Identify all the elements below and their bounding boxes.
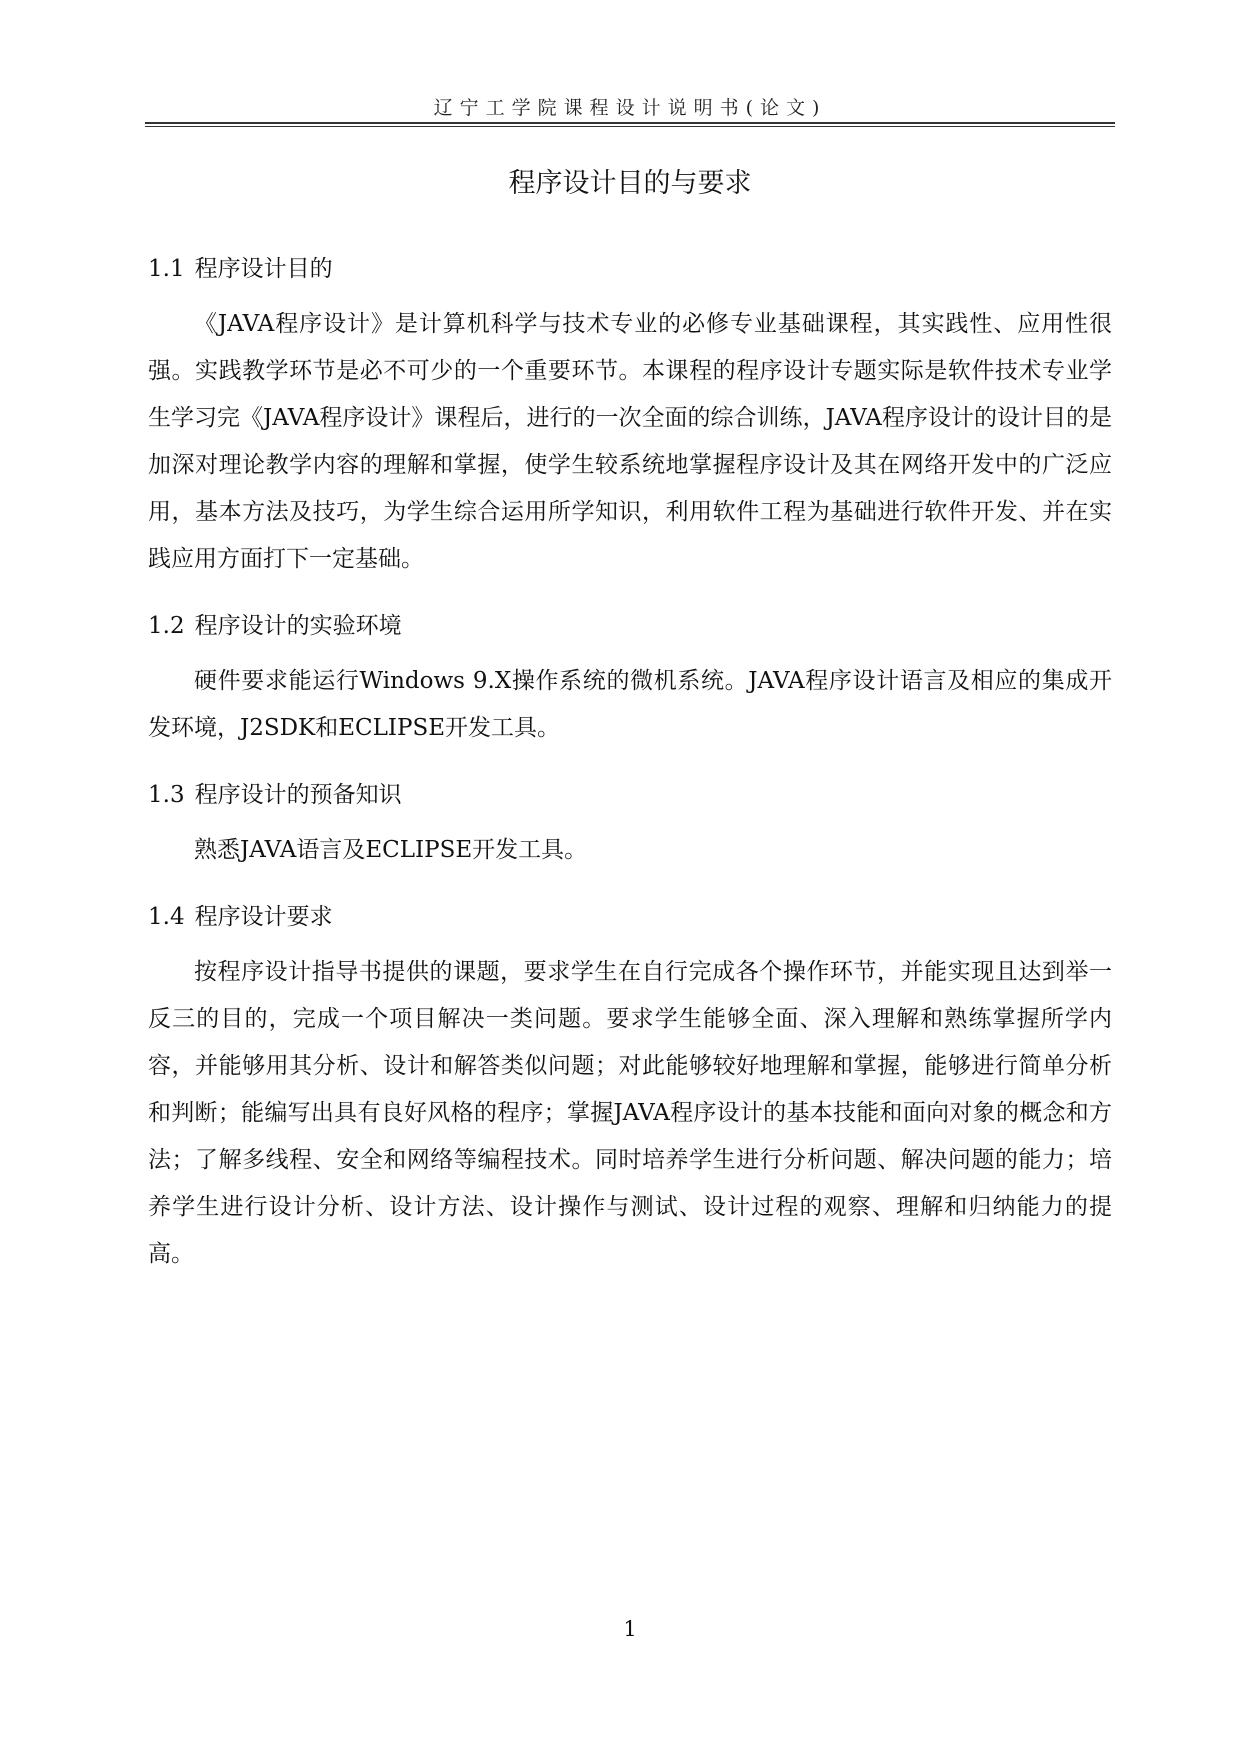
- header-rule-thin: [145, 126, 1115, 127]
- section-heading: [148, 252, 1112, 286]
- running-header: 辽宁工学院课程设计说明书(论文): [433, 97, 827, 119]
- section-title: 程序设计要求: [194, 904, 333, 930]
- section-number: 1.1: [148, 256, 185, 282]
- section-paragraph: 熟悉JAVA语言及ECLIPSE开发工具。: [194, 837, 588, 863]
- section-paragraph: 按程序设计指导书提供的课题，要求学生在自行完成各个操作环节，并能实现且达到举一反三的目的，完成一个项目解决一类问题。要求学生能够全面、深入理解和熟练掌握所学内容，并能够用其分析、设计和解答类似问题；对此能够较好地理解和掌握，能够进行简单分析和判断；能编写出具有良好风格的程序；掌握JAVA程序设计的基本技能和面向对象的概念和方法；了解多线程、安全和网络等编程技术。同时培养学生进行分析问题、解决问题的能力；培养学生进行设计分析、设计方法、设计操作与测试、设计过程的观察、理解和归纳能力的提高。: [148, 959, 1112, 1267]
- section-number: 1.2: [148, 613, 185, 639]
- section-title: 程序设计的预备知识: [194, 782, 402, 808]
- section-title: 程序设计的实验环境: [194, 613, 402, 639]
- page-number: 1: [623, 1617, 637, 1641]
- section-1-3: [148, 778, 1112, 874]
- section-1-4: [148, 900, 1112, 1278]
- header-rule-thick: [145, 122, 1115, 124]
- section-paragraph: 硬件要求能运行Windows 9.X操作系统的微机系统。JAVA程序设计语言及相应的集成开发环境，J2SDK和ECLIPSE开发工具。: [148, 668, 1112, 741]
- document-body: [148, 252, 1112, 1304]
- section-heading: [148, 778, 1112, 812]
- section-title: 程序设计目的: [194, 256, 333, 282]
- section-1-2: [148, 609, 1112, 752]
- section-number: 1.4: [148, 904, 185, 930]
- page-title: 程序设计目的与要求: [508, 168, 752, 199]
- section-number: 1.3: [148, 782, 185, 808]
- section-heading: [148, 900, 1112, 934]
- section-heading: [148, 609, 1112, 643]
- section-1-1: [148, 252, 1112, 583]
- section-paragraph: 《JAVA程序设计》是计算机科学与技术专业的必修专业基础课程，其实践性、应用性很强。实践教学环节是必不可少的一个重要环节。本课程的程序设计专题实际是软件技术专业学生学习完《JAVA程序设计》课程后，进行的一次全面的综合训练，JAVA程序设计的设计目的是加深对理论教学内容的理解和掌握，使学生较系统地掌握程序设计及其在网络开发中的广泛应用，基本方法及技巧，为学生综合运用所学知识，利用软件工程为基础进行软件开发、并在实践应用方面打下一定基础。: [148, 311, 1112, 572]
